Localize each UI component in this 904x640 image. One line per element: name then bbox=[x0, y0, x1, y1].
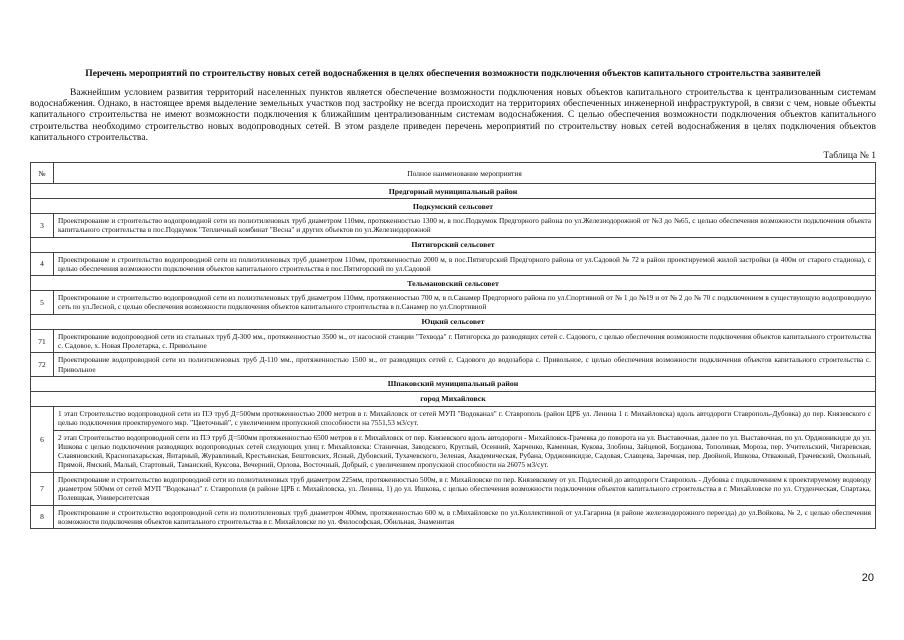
table-row bbox=[31, 505, 876, 529]
section-row bbox=[31, 184, 876, 199]
intro-paragraph bbox=[30, 87, 876, 143]
header-name: Полное наименование мероприятия bbox=[54, 163, 876, 184]
table-row bbox=[31, 353, 876, 377]
section-heading: Предгорный муниципальный район bbox=[31, 184, 876, 199]
measures-table bbox=[30, 162, 876, 529]
measure-description: Проектирование и строительство водопроводной сети из полиэтиленовых труб диаметром 110мм, протяженностью 2000 м, в пос.Пятигорский Предгорного района от ул.Садовой № 72 в район проектируемой жилой застройки (в 400м от старого стадиона), с целью обеспечения возможности подключения объектов капитального строительства в пос.Пятигорский по ул.Садовой bbox=[54, 252, 876, 276]
row-number: 3 bbox=[31, 214, 54, 238]
section-row bbox=[31, 237, 876, 252]
measure-description: 2 этап Строительство водопроводной сети из ПЭ труб Д=500мм протяженностью 6500 метров в г. Михайловск от пер. Князевского вдоль автодороги - Михайловск-Грачевка до поворота на ул. Выставочная, далее по ул. Выставочная, по ул. Орджоникидзе до ул. Ишкова с целью подключения разводящих водопроводных сетей следующих улиц г. Михайловска: Станичная, Заводского, Круглый, Осенний, Харченко, Каменная, Кукова, Злобина, Зайцевой, Богданова, Тополиная, Мороза, пер. Учительский, Чигаревская, Славяновский, Краснопахарьская, Янтарный, Журавлиный, Крестьянская, Бештовских, Ясный, Дубовский, Тухачевского, Зеленая, Академическая, Рубана, Орджоникидзе, Садовая, Славцева, Заречная, пер. Двойной, Ишкова, Отважный, Грачевский, Окольный, Прямой, Ямский, Малый, Стартовый, Таманский, Куксова, Вечерний, Орлова, Восточный, Добрый, с увеличением пропускной способности на 26075 м3/сут. bbox=[54, 430, 876, 472]
row-number: 8 bbox=[31, 505, 54, 529]
measure-description: Проектирование и строительство водопроводной сети из полиэтиленовых труб диаметром 225мм, протяженностью 500м, в г. Михайловске по пер. Князевскому от ул. Подлесной до автодороги Ставрополь - Дубовка с подключением к проектируемому водоводу диаметром 500мм от сетей МУП "Водоканал" г. Ставрополя (в районе ЦРБ г. Михайловска, ул. Ленина, 1) до ул. Ишкова, с целью обеспечения возможности подключения объектов капитального строительства в г. Михайловске по ул. Студенческая, Спартака, Полевщкая, Университетская bbox=[54, 472, 876, 505]
row-number: 7 bbox=[31, 472, 54, 505]
section-row bbox=[31, 376, 876, 391]
section-row bbox=[31, 199, 876, 214]
measure-description: 1 этап Строительство водопроводной сети из ПЭ труб Д=500мм протяженностью 2000 метров в г. Михайловск от сетей МУП "Водоканал" г. Ставрополь (район ЦРБ ул. Ленина 1 г. Михайловска) вдоль автодороги Ставрополь-Дубовка) до пер. Князевского с целью подключения проектируемого мкр. "Цветочный", с увеличением пропускной способности на 7551,53 м3/сут. bbox=[54, 406, 876, 430]
row-number: 71 bbox=[31, 329, 54, 353]
table-header-row bbox=[31, 163, 876, 184]
table-row bbox=[31, 291, 876, 315]
intro-text: Важнейшим условием развития территорий населенных пунктов является обеспечение возможности подключения новых объектов капитального строительства к централизованным системам водоснабжения. Однако, в настоящее время выделение земельных участков под застройку не всегда происходит на территориях обеспеченных инженерной инфраструктурой, в связи с чем, новые объекты капитального строительства не имеют возможности подключения к ближайшим централизованным системам водоснабжения. С целью обеспечения возможности подключения объектов капитального строительства необходимо строительство новых водопроводных сетей. В этом разделе приведен перечень мероприятий по строительству новых сетей водоснабжения в целях подключения объектов капитального строительства. bbox=[30, 87, 876, 143]
section-row bbox=[31, 391, 876, 406]
table-label: Таблица № 1 bbox=[823, 150, 876, 161]
measures-table-body bbox=[31, 163, 876, 529]
row-number: 72 bbox=[31, 353, 54, 377]
table-row bbox=[31, 430, 876, 472]
section-heading: город Михайловск bbox=[31, 391, 876, 406]
section-row bbox=[31, 314, 876, 329]
table-row bbox=[31, 406, 876, 430]
section-heading: Юцкий сельсовет bbox=[31, 314, 876, 329]
row-number: 5 bbox=[31, 291, 54, 315]
document-title: Перечень мероприятий по строительству новых сетей водоснабжения в целях обеспечения возможности подключения объектов капитального строительства заявителей bbox=[85, 68, 821, 79]
table-row bbox=[31, 214, 876, 238]
section-heading: Пятигорский сельсовет bbox=[31, 237, 876, 252]
measure-description: Проектирование и строительство водопроводной сети из полиэтиленовых труб диаметром 110мм, протяженностью 1300 м, в пос.Подкумок Предгорного района по ул.Железнодорожной от №3 до №65, с целью обеспечения возможности подключения объекта капитального строительства в пос.Подкумок "Тепличный комбинат "Весна" и других объектов по ул.Железнодорожной bbox=[54, 214, 876, 238]
table-row bbox=[31, 472, 876, 505]
header-num: № bbox=[31, 163, 54, 184]
section-heading: Шпаковский муниципальный район bbox=[31, 376, 876, 391]
table-row bbox=[31, 329, 876, 353]
section-heading: Тельмановский сельсовет bbox=[31, 276, 876, 291]
section-heading: Подкумский сельсовет bbox=[31, 199, 876, 214]
measure-description: Проектирование водопроводной сети из полиэтиленовых труб Д-110 мм., протяженностью 1500 м., от разводящих сетей с. Садового до водозабора с. Привольное, с целью обеспечения возможности подключения объектов капитального строительства с. Привольное bbox=[54, 353, 876, 377]
section-row bbox=[31, 276, 876, 291]
row-number: 4 bbox=[31, 252, 54, 276]
measure-description: Проектирование и строительство водопроводной сети из полиэтиленовых труб диаметром 400мм, протяженностью 600 м, в г.Михайловске по ул.Коллективной от ул.Гагарина (в районе железнодорожного переезда) до ул.Войкова, № 2, с целью обеспечения возможности подключения объектов капитального строительства в г. Михайловске по ул. Философская, Обильная, Знаменитая bbox=[54, 505, 876, 529]
table-row bbox=[31, 252, 876, 276]
row-number: 6 bbox=[31, 406, 54, 472]
measure-description: Проектирование водопроводной сети из стальных труб Д-300 мм., протяженностью 3500 м., от насосной станции "Техвода" г. Пятигорска до разводящих сетей с. Садового, с целью обеспечения возможности подключения объектов капитального строительства с. Садовое, х. Новая Пролетарка, с. Привольное bbox=[54, 329, 876, 353]
measure-description: Проектирование и строительство водопроводной сети из полиэтиленовых труб диаметром 110мм, протяженностью 700 м, в п.Санамер Предгорного района по ул.Спортивной от № 1 до №19 и от № 2 до № 70 с подключением в существующую водопроводную сеть по ул.Лесной, с целью обеспечения возможности подключения объектов капитального строительства в п.Санамер по ул.Спортивной bbox=[54, 291, 876, 315]
page-number: 20 bbox=[861, 572, 874, 584]
